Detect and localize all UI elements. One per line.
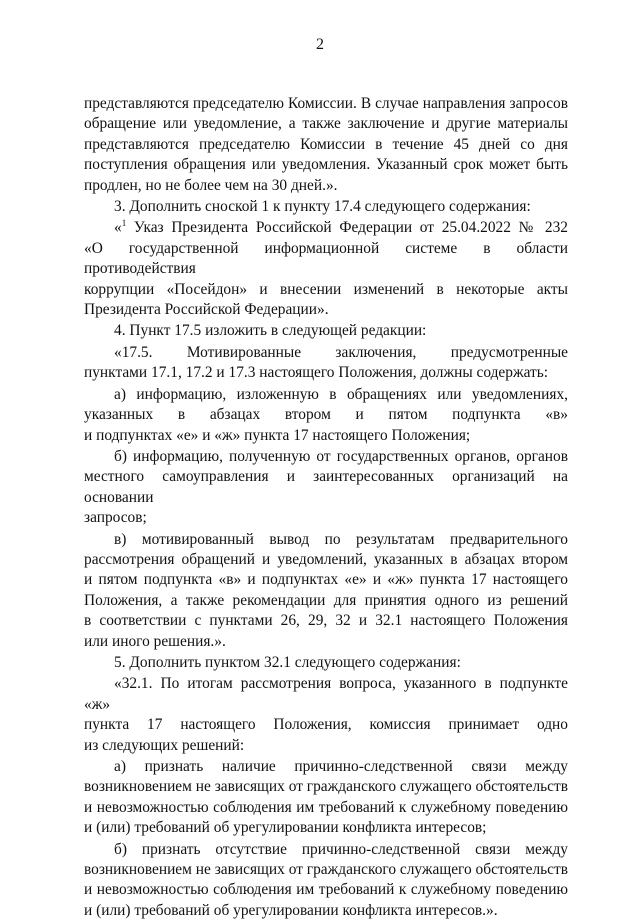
text-line: а) признать наличие причинно-следственной связи между — [114, 758, 568, 775]
text-line: а) информацию, изложенную в обращениях или уведомлениях, — [114, 385, 568, 403]
text-line: продлен, но не более чем на 30 дней.». — [84, 176, 338, 194]
text-line: коррупции «Посейдон» и внесении изменений в некоторые акты — [84, 280, 568, 298]
text-line: возникновением не зависящих от гражданского служащего обстоятельств — [84, 778, 568, 796]
text-line: представляются председателю Комиссии. В случае направления запросов — [84, 95, 568, 112]
text-line: 5. Дополнить пунктом 32.1 следующего содержания: — [114, 653, 461, 671]
text-line: Президента Российской Федерации». — [84, 301, 329, 319]
text-line: обращение или уведомление, а также заключение и другие материалы — [84, 115, 568, 133]
text-line: «17.5. Мотивированные заключения, предусмотренные — [114, 343, 568, 361]
text-line: «32.1. По итогам рассмотрения вопроса, указанного в подпункте «ж» — [84, 675, 568, 713]
text-line: из следующих решений: — [84, 736, 245, 754]
text-line: в) мотивированный вывод по результатам предварительного — [114, 530, 568, 548]
text-line: и пятом подпункта «в» и подпунктах «е» и «ж» пункта 17 настоящего — [84, 571, 568, 589]
opening-quote: « — [114, 219, 122, 237]
text-fragment: Указ Президента Российской Федерации от 25.04.2022 № 232 — [126, 219, 568, 237]
text-line: и (или) требований об урегулировании конфликта интересов.». — [84, 901, 498, 919]
subitem-a — [84, 385, 568, 446]
paragraph-32-1 — [84, 674, 568, 756]
text-line: и невозможностью соблюдения им требований к служебному поведению — [84, 798, 568, 816]
item-4 — [84, 321, 568, 341]
document-body — [84, 94, 568, 921]
text-line: пункта 17 настоящего Положения, комиссия принимает одно — [84, 716, 568, 734]
text-line: пунктами 17.1, 17.2 и 17.3 настоящего Положения, должны содержать: — [84, 364, 549, 382]
text-line: б) информацию, полученную от государственных органов, органов — [114, 447, 568, 465]
item-5 — [84, 653, 568, 673]
text-line: рассмотрения обращений и уведомлений, указанных в абзацах втором — [84, 550, 568, 568]
text-line: возникновением не зависящих от гражданского служащего обстоятельств — [84, 861, 568, 879]
text-line: б) признать отсутствие причинно-следственной связи между — [114, 840, 568, 858]
footnote-text — [84, 218, 568, 320]
text-line: Положения, а также рекомендации для принятия одного из решений — [84, 591, 568, 609]
decision-b — [84, 840, 568, 921]
paragraph-17-5 — [84, 343, 568, 384]
text-line: 4. Пункт 17.5 изложить в следующей редакции: — [114, 322, 427, 340]
subitem-b — [84, 447, 568, 529]
paragraph-continuation — [84, 94, 568, 196]
text-line: указанных в абзацах втором и пятом подпункта «в» — [84, 406, 568, 424]
text-line: или иного решения.». — [84, 632, 226, 650]
text-line: запросов; — [84, 509, 147, 527]
subitem-v — [84, 530, 568, 652]
page-number: 2 — [316, 36, 324, 53]
text-line: и невозможностью соблюдения им требований к служебному поведению — [84, 881, 568, 899]
decision-a — [84, 757, 568, 839]
text-line: представляются председателю Комиссии в течение 45 дней со дня — [84, 135, 568, 153]
text-line: в соответствии с пунктами 26, 29, 32 и 32.1 настоящего Положения — [84, 612, 568, 630]
text-line: «О государственной информационной системе в области противодействия — [84, 239, 568, 278]
text-line: 3. Дополнить сноской 1 к пункту 17.4 следующего содержания: — [114, 198, 531, 216]
text-line: и (или) требований об урегулировании конфликта интересов; — [84, 819, 487, 837]
text-line: поступления обращения или уведомления. Указанный срок может быть — [84, 156, 568, 174]
footnote-mark: 1 — [121, 218, 127, 229]
text-line: местного самоуправления и заинтересованных организаций на основании — [84, 468, 568, 506]
item-3 — [84, 197, 568, 217]
text-line — [84, 218, 568, 238]
text-line: и подпунктах «е» и «ж» пункта 17 настоящего Положения; — [84, 426, 471, 444]
